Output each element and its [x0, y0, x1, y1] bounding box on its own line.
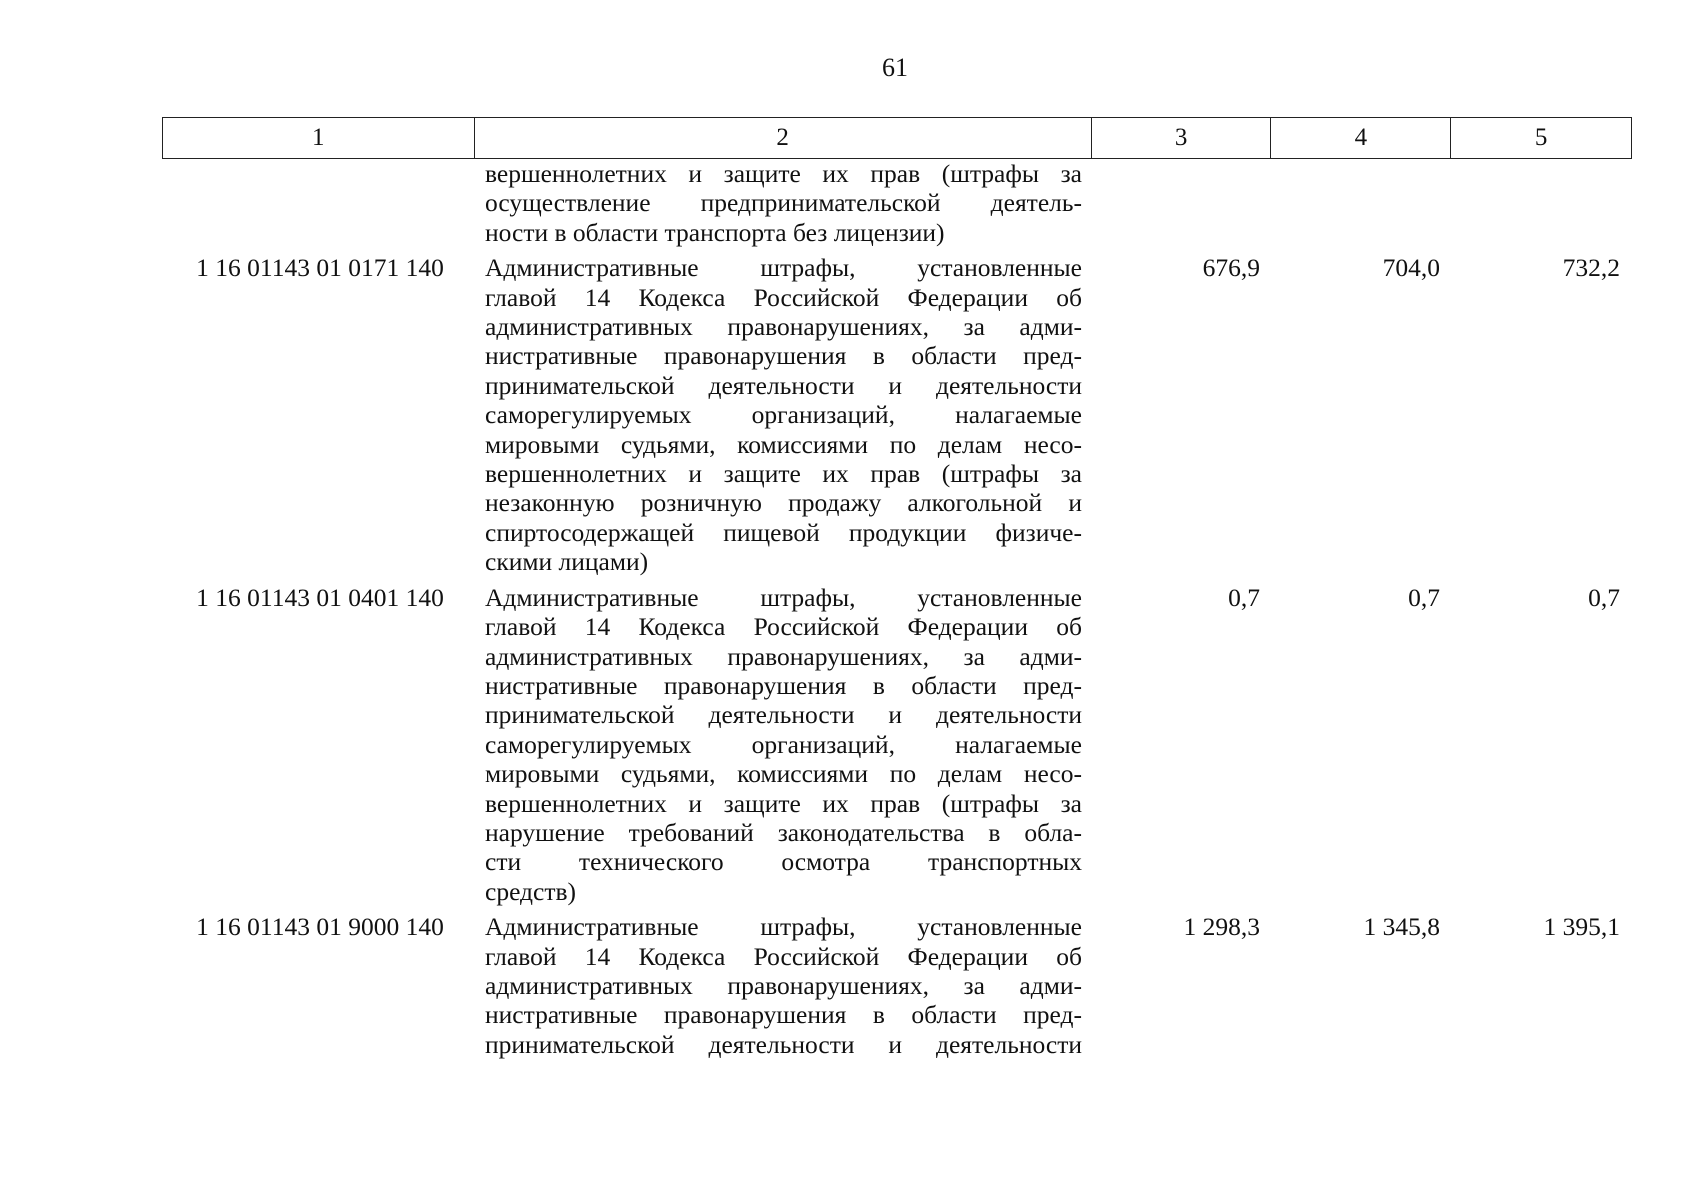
description-line: главой 14 Кодекса Российской Федерации об: [485, 612, 1082, 642]
table-header-row: [162, 117, 1632, 159]
description-line: административных правонарушениях, за адми-: [485, 312, 1082, 342]
description-line: принимательской деятельности и деятельности: [485, 1029, 1082, 1059]
description-line: сти технического осмотра транспортных: [485, 847, 1082, 877]
column-header-5: 5: [1534, 124, 1548, 151]
table-row: [162, 253, 1632, 576]
budget-table: [162, 117, 1632, 1059]
description-line: осуществление предпринимательской деятель-: [485, 188, 1082, 218]
description-cell: [474, 253, 1092, 576]
description-line: нистративные правонарушения в области пред-: [485, 1000, 1082, 1030]
value-cell-4: 704,0: [1382, 253, 1440, 283]
value-cell-3: 0,7: [1228, 582, 1260, 612]
value-cell-4: 1 345,8: [1363, 912, 1440, 942]
column-header-3: 3: [1092, 118, 1272, 158]
description-line: мировыми судьями, комиссиями по делам несо-: [485, 759, 1082, 789]
description-line: саморегулируемых организаций, налагаемые: [485, 400, 1082, 430]
description-line: скими лицами): [485, 547, 649, 577]
description-cell: [474, 583, 1092, 906]
description-line: административных правонарушениях, за адми-: [485, 970, 1082, 1000]
description-line: нистративные правонарушения в области пред-: [485, 670, 1082, 700]
table-row: [162, 583, 1632, 906]
table-body: [162, 159, 1632, 1059]
description-line: Административные штрафы, установленные: [485, 253, 1082, 283]
description-line: нарушение требований законодательства в обла-: [485, 817, 1082, 847]
column-header-2: 2: [475, 118, 1092, 158]
description-line: незаконную розничную продажу алкогольной и: [485, 488, 1082, 518]
description-line: вершеннолетних и защите их прав (штрафы за: [485, 788, 1082, 818]
description-cell: [474, 159, 1092, 247]
description-line: административных правонарушениях, за адми-: [485, 641, 1082, 671]
description-line: вершеннолетних и защите их прав (штрафы за: [485, 159, 1082, 188]
value-cell-5: 0,7: [1588, 582, 1620, 612]
description-line: средств): [485, 876, 577, 906]
description-line: нистративные правонарушения в области пред-: [485, 341, 1082, 371]
description-line: принимательской деятельности и деятельности: [485, 370, 1082, 400]
column-header-4: 4: [1271, 118, 1451, 158]
description-line: главой 14 Кодекса Российской Федерации об: [485, 282, 1082, 312]
table-row: [162, 912, 1632, 1059]
description-line: ности в области транспорта без лицензии): [485, 217, 945, 247]
value-cell-3: 1 298,3: [1183, 912, 1260, 942]
value-cell-5: 1 395,1: [1543, 912, 1620, 942]
column-header-1: 1: [163, 118, 475, 158]
budget-code-cell: 1 16 01143 01 0171 140: [196, 253, 444, 283]
description-line: принимательской деятельности и деятельности: [485, 700, 1082, 730]
description-line: вершеннолетних и защите их прав (штрафы за: [485, 459, 1082, 489]
description-line: саморегулируемых организаций, налагаемые: [485, 729, 1082, 759]
description-line: главой 14 Кодекса Российской Федерации об: [485, 941, 1082, 971]
page-number: 61: [882, 53, 908, 82]
budget-code-cell: 1 16 01143 01 0401 140: [196, 582, 444, 612]
description-line: Административные штрафы, установленные: [485, 582, 1082, 612]
table-row-continuation: [162, 159, 1632, 247]
description-line: Административные штрафы, установленные: [485, 912, 1082, 942]
value-cell-3: 676,9: [1202, 253, 1260, 283]
description-line: спиртосодержащей пищевой продукции физиче-: [485, 517, 1082, 547]
value-cell-5: 732,2: [1562, 253, 1620, 283]
description-line: мировыми судьями, комиссиями по делам несо-: [485, 429, 1082, 459]
description-cell: [474, 912, 1092, 1059]
value-cell-4: 0,7: [1408, 582, 1440, 612]
budget-code-cell: 1 16 01143 01 9000 140: [196, 912, 444, 942]
